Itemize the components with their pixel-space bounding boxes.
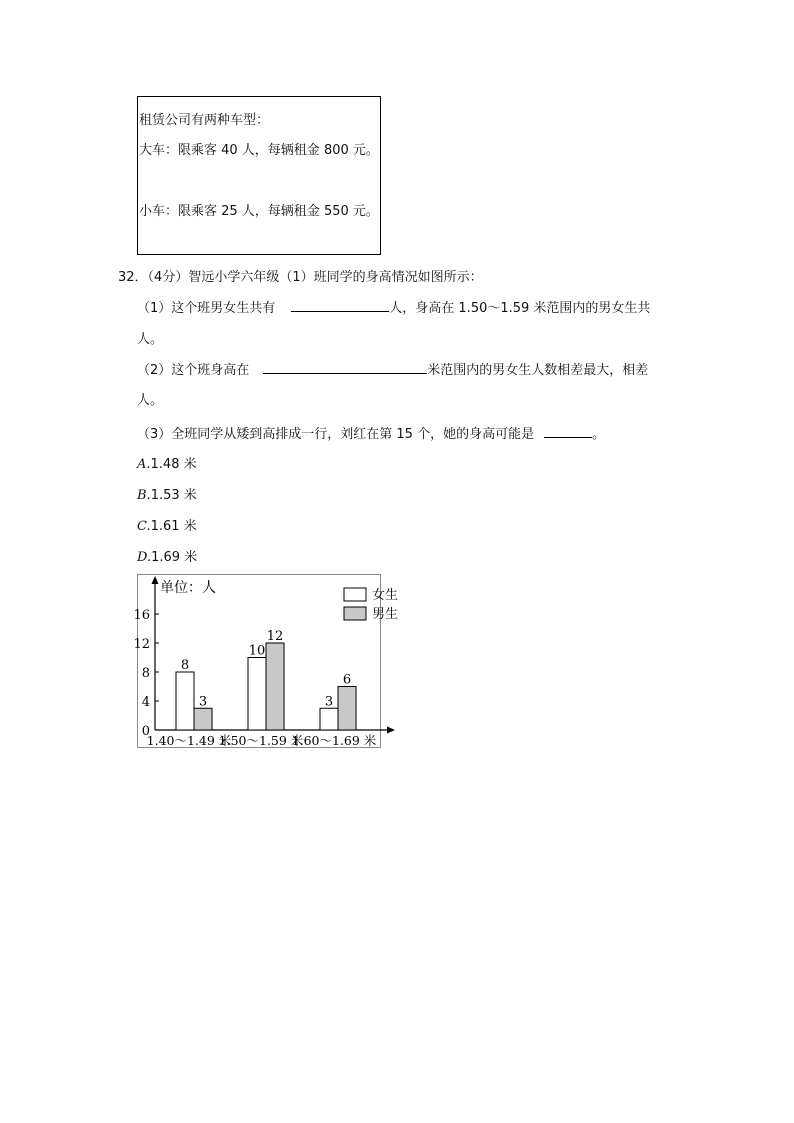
q2-text-b: 米范围内的男女生人数相差最大，相差 — [427, 363, 649, 378]
question-1-cont — [137, 328, 163, 347]
y-tick-label: 4 — [141, 695, 150, 710]
car-info-box — [137, 96, 381, 255]
bar-boys — [194, 708, 212, 730]
y-tick-label: 12 — [133, 637, 150, 652]
bar-value-label: 12 — [266, 629, 284, 644]
question-header: 32．（4分）智远小学六年级（1）班同学的身高情况如图所示： — [118, 270, 483, 285]
q2-text-a: （2）这个班身高在 — [137, 363, 250, 378]
height-bar-chart — [133, 574, 399, 748]
option-c[interactable] — [137, 515, 197, 534]
bar-girls — [176, 672, 194, 730]
bar-value-label: 3 — [324, 694, 334, 710]
y-tick-label: 0 — [141, 724, 150, 739]
y-tick-label: 8 — [141, 666, 150, 681]
question-2 — [137, 359, 648, 378]
legend-swatch — [344, 607, 366, 620]
bar-girls — [320, 708, 338, 730]
legend-swatch — [344, 588, 366, 601]
q1-text-a: （1）这个班男女生共有 — [137, 301, 276, 316]
x-axis-arrow-icon — [387, 727, 395, 734]
chart-unit-label: 单位：人 — [160, 580, 216, 596]
big-car-info: 大车：限乘客 40 人，每辆租金 800 元。 — [139, 143, 379, 158]
category-label: 1.50～1.59 米 — [218, 733, 304, 748]
bar-value-label: 8 — [180, 658, 190, 673]
option-c-letter: C. — [137, 519, 151, 534]
small-car-info: 小车：限乘客 25 人，每辆租金 550 元。 — [139, 204, 379, 219]
question-1 — [137, 297, 650, 316]
option-a-text: 1.48 米 — [150, 457, 197, 472]
question-2-cont — [137, 389, 163, 408]
bar-boys — [338, 687, 356, 731]
bar-value-label: 3 — [198, 694, 208, 710]
option-b-letter: B. — [137, 488, 151, 503]
option-a-letter: A. — [137, 457, 151, 472]
option-d[interactable] — [137, 546, 197, 565]
bar-girls — [248, 658, 266, 731]
question-3 — [137, 423, 605, 442]
answer-blank-1[interactable] — [291, 298, 389, 312]
answer-blank-2[interactable] — [263, 360, 427, 374]
category-label: 1.40～1.49 米 — [146, 733, 232, 748]
bar-value-label: 10 — [248, 643, 266, 659]
bar-value-label: 6 — [342, 672, 352, 688]
option-d-text: 1.69 米 — [151, 550, 198, 565]
option-d-letter: D. — [137, 550, 152, 565]
legend-label: 男生 — [372, 607, 399, 622]
q1-text-c: 人。 — [137, 332, 164, 347]
option-c-text: 1.61 米 — [150, 519, 197, 534]
option-a[interactable] — [137, 453, 197, 472]
legend-label: 女生 — [372, 588, 399, 603]
box-title: 租赁公司有两种车型： — [139, 113, 270, 128]
q1-text-b: 人，身高在 1.50～1.59 米范围内的男女生共 — [389, 301, 651, 316]
q3-text-b: 。 — [592, 427, 606, 442]
bar-boys — [266, 643, 284, 730]
q2-text-c: 人。 — [137, 393, 164, 408]
option-b[interactable] — [137, 484, 197, 503]
y-tick-label: 16 — [133, 608, 150, 623]
q3-text-a: （3）全班同学从矮到高排成一行，刘红在第 15 个，她的身高可能是 — [137, 427, 535, 442]
answer-blank-3[interactable] — [544, 424, 592, 438]
option-b-text: 1.53 米 — [150, 488, 197, 503]
category-label: 1.60～1.69 米 — [291, 733, 377, 748]
